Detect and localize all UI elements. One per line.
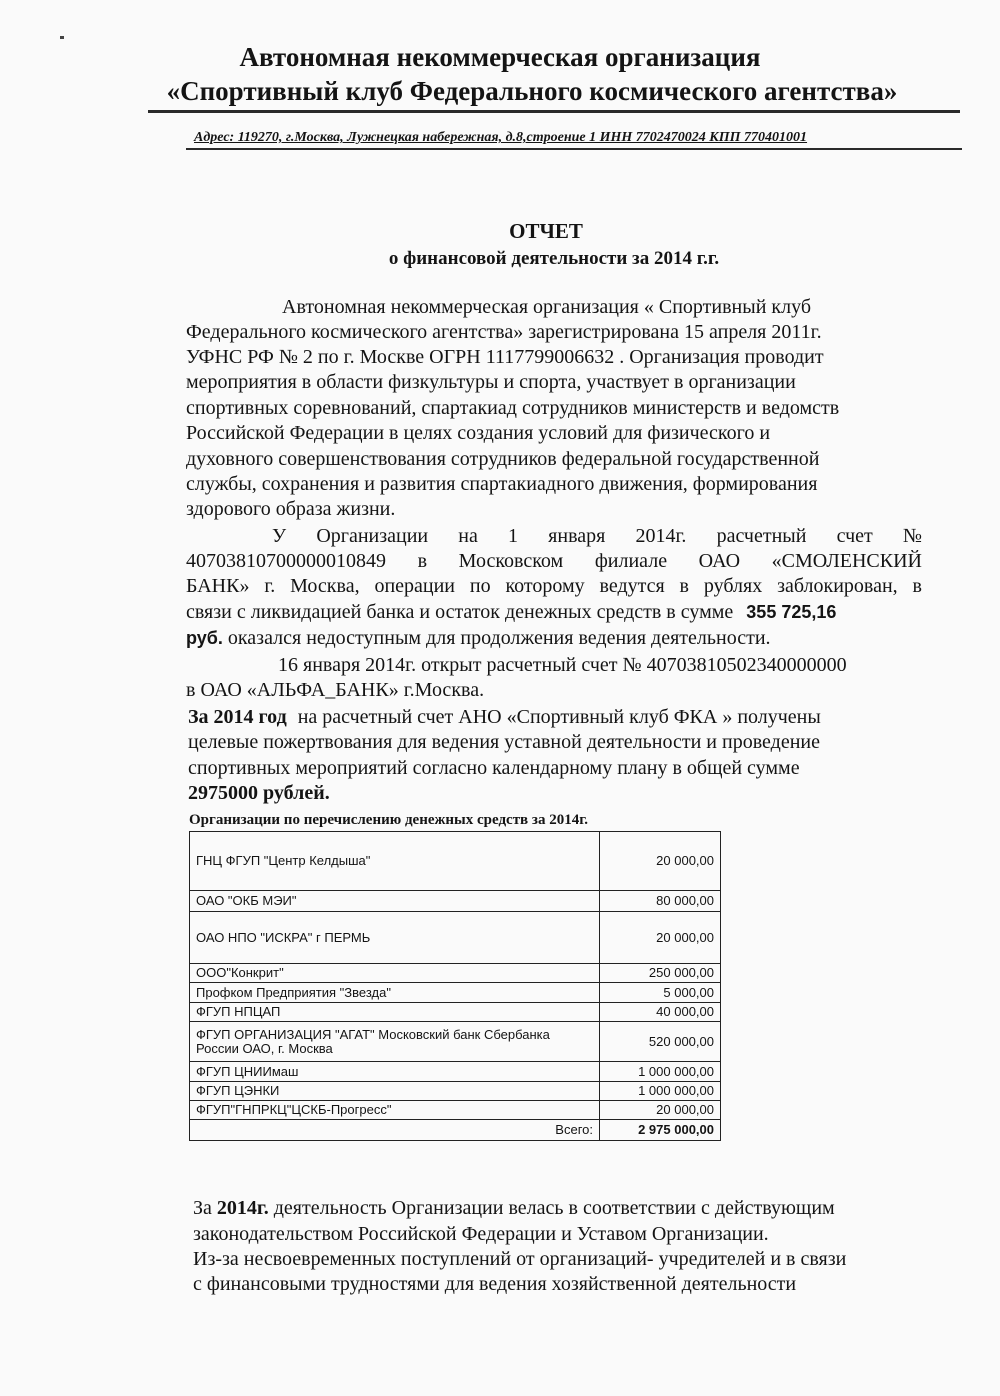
table-row — [190, 1022, 721, 1062]
p4-line1-text: на расчетный счет АНО «Спортивный клуб ФКА » получены — [297, 706, 821, 728]
footer-year: 2014г. — [216, 1197, 269, 1219]
blocked-balance-unit: руб. — [186, 628, 223, 648]
p4-lead: За 2014 год — [188, 706, 287, 728]
table-row — [190, 964, 721, 983]
org-name-line1: Автономная некоммерческая организация — [239, 42, 761, 72]
amount-cell: 1 000 000,00 — [600, 1062, 721, 1082]
report-title: ОТЧЕТ — [509, 219, 583, 243]
org-name-cell: ООО"Конкрит" — [190, 964, 600, 983]
table-row — [190, 832, 721, 891]
p1-line: Российской Федерации в целях создания условий для физического и — [186, 422, 771, 444]
amount-cell: 20 000,00 — [600, 912, 721, 964]
amount-cell: 20 000,00 — [600, 832, 721, 891]
p1-line: мероприятия в области физкультуры и спорта, участвует в организации — [186, 371, 796, 393]
p2-line: У Организации на 1 января 2014г. расчетный счет № — [272, 525, 922, 547]
footer-line: с финансовыми трудностями для ведения хозяйственной деятельности — [193, 1273, 797, 1295]
table-caption: Организации по перечислению денежных средств за 2014г. — [189, 812, 589, 828]
blocked-balance-amount: 355 725,16 — [746, 602, 837, 622]
table-total-row — [190, 1120, 721, 1141]
p1-line: службы, сохранения и развития спартакиадного движения, формирования — [186, 473, 818, 495]
table-row — [190, 1062, 721, 1082]
org-name-cell: ГНЦ ФГУП "Центр Келдыша" — [190, 832, 600, 891]
table-row — [190, 1082, 721, 1101]
amount-cell: 1 000 000,00 — [600, 1082, 721, 1101]
header-rule — [148, 110, 960, 113]
amount-cell: 80 000,00 — [600, 891, 721, 912]
table-row — [190, 1003, 721, 1022]
org-name-line2: «Спортивный клуб Федерального космического агентства» — [166, 76, 898, 106]
p2-line: БАНК» г. Москва, операции по которому ведутся в рублях заблокирован, в — [186, 575, 922, 597]
p1-line: Автономная некоммерческая организация « Спортивный клуб — [282, 296, 812, 318]
p4-line: целевые пожертвования для ведения уставной деятельности и проведение — [188, 731, 820, 753]
p1-line: УФНС РФ № 2 по г. Москве ОГРН 1117799006632 . Организация проводит — [186, 346, 824, 368]
amount-cell: 520 000,00 — [600, 1022, 721, 1062]
table-row — [190, 983, 721, 1003]
table-row — [190, 912, 721, 964]
footer-line: Из-за несвоевременных поступлений от организаций- учредителей и в связи — [193, 1248, 847, 1270]
p4-line — [188, 705, 821, 730]
p2-line: 40703810700000010849 в Московском филиале ОАО «СМОЛЕНСКИЙ — [186, 550, 922, 572]
p1-line: духовного совершенствования сотрудников федеральной государственной — [186, 448, 820, 470]
p3-line: в ОАО «АЛЬФА_БАНК» г.Москва. — [186, 679, 485, 701]
amount-cell: 5 000,00 — [600, 983, 721, 1003]
footer-line — [193, 1196, 835, 1221]
org-name-cell: ОАО НПО "ИСКРА" г ПЕРМЬ — [190, 912, 600, 964]
table-row — [190, 1101, 721, 1120]
amount-cell: 20 000,00 — [600, 1101, 721, 1120]
p1-line: Федерального космического агентства» зарегистрирована 15 апреля 2011г. — [186, 321, 822, 343]
total-label: Всего: — [190, 1120, 600, 1141]
org-name-cell: ФГУП"ГНПРКЦ"ЦСКБ-Прогресс" — [190, 1101, 600, 1120]
p1-line: здорового образа жизни. — [186, 498, 396, 520]
org-name-cell: ФГУП ОРГАНИЗАЦИЯ "АГАТ" Московский банк Сбербанка России ОАО, г. Москва — [190, 1022, 600, 1062]
footer-pre: За — [193, 1197, 212, 1219]
org-name-cell: ФГУП НПЦАП — [190, 1003, 600, 1022]
amount-cell: 40 000,00 — [600, 1003, 721, 1022]
p2-end-text: оказался недоступным для продолжения ведения деятельности. — [227, 627, 771, 649]
p3-line: 16 января 2014г. открыт расчетный счет № 40703810502340000000 — [278, 654, 847, 676]
p4-line: спортивных мероприятий согласно календарному плану в общей сумме — [188, 757, 800, 779]
donations-table — [189, 831, 721, 1141]
footer-line1-text: деятельность Организации велась в соответствии с действующим — [273, 1197, 835, 1219]
p2-line-end — [186, 626, 771, 651]
org-name-cell: ОАО "ОКБ МЭИ" — [190, 891, 600, 912]
p1-line: спортивных соревнований, спартакиад сотрудников министерств и ведомств — [186, 397, 840, 419]
table-row — [190, 891, 721, 912]
org-name-cell: ФГУП ЦНИИмаш — [190, 1062, 600, 1082]
org-name-cell: ФГУП ЦЭНКИ — [190, 1082, 600, 1101]
org-name-cell: Профком Предприятия "Звезда" — [190, 983, 600, 1003]
p2-line-amount — [186, 600, 836, 625]
scan-speck — [60, 36, 64, 39]
p2-text: связи с ликвидацией банка и остаток денежных средств в сумме — [186, 601, 734, 623]
total-donations: 2975000 рублей. — [188, 782, 330, 804]
org-address: Адрес: 119270, г.Москва, Лужнецкая набережная, д.8,строение 1 ИНН 7702470024 КПП 770401001 — [194, 130, 808, 145]
footer-line: законодательством Российской Федерации и Уставом Организации. — [193, 1223, 769, 1245]
total-amount: 2 975 000,00 — [600, 1120, 721, 1141]
address-rule — [186, 148, 962, 150]
amount-cell: 250 000,00 — [600, 964, 721, 983]
report-subtitle: о финансовой деятельности за 2014 г.г. — [388, 248, 720, 269]
